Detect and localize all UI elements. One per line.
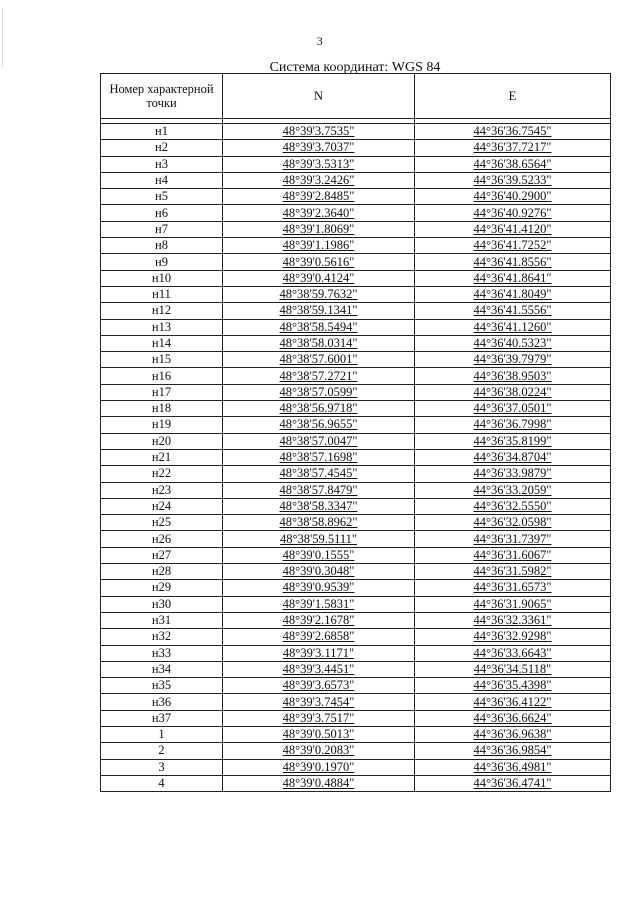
e-coordinate-cell: 44°36'31.6067" [415,547,611,563]
e-coordinate-cell: 44°36'34.5118" [415,661,611,677]
point-number-cell: н6 [101,205,223,221]
table-row [101,352,611,368]
n-coordinate-cell: 48°38'57.0599" [223,384,415,400]
n-coordinate-cell: 48°39'0.4884" [223,775,415,791]
e-coordinate-cell: 44°36'31.9065" [415,596,611,612]
table-row [101,449,611,465]
table-row [101,401,611,417]
e-coordinate-cell: 44°36'35.8199" [415,433,611,449]
e-coordinate-cell: 44°36'40.2900" [415,189,611,205]
e-coordinate-cell: 44°36'41.7252" [415,238,611,254]
header-point-number: Номер характерной точки [101,74,223,119]
point-number-cell: н31 [101,612,223,628]
point-number-cell: н3 [101,156,223,172]
n-coordinate-cell: 48°38'59.5111" [223,531,415,547]
point-number-cell: 3 [101,759,223,775]
e-coordinate-cell: 44°36'35.4398" [415,678,611,694]
point-number-cell: н8 [101,238,223,254]
e-coordinate-cell: 44°36'32.0598" [415,515,611,531]
n-coordinate-cell: 48°39'0.5013" [223,726,415,742]
table-row [101,710,611,726]
n-coordinate-cell: 48°39'3.7535" [223,124,415,140]
table-row [101,433,611,449]
n-coordinate-cell: 48°38'56.9718" [223,401,415,417]
n-coordinate-cell: 48°39'0.9539" [223,580,415,596]
table-row [101,156,611,172]
point-number-cell: н15 [101,352,223,368]
e-coordinate-cell: 44°36'37.7217" [415,140,611,156]
point-number-cell: н1 [101,124,223,140]
point-number-cell: н21 [101,449,223,465]
table-row [101,286,611,302]
n-coordinate-cell: 48°39'1.1986" [223,238,415,254]
page-number: 3 [316,34,324,48]
e-coordinate-cell: 44°36'33.6643" [415,645,611,661]
point-number-cell: н12 [101,303,223,319]
point-number-cell: н14 [101,335,223,351]
n-coordinate-cell: 48°39'1.8069" [223,221,415,237]
n-coordinate-cell: 48°39'3.2426" [223,172,415,188]
n-coordinate-cell: 48°38'59.1341" [223,303,415,319]
header-row [101,74,611,119]
point-number-cell: н25 [101,515,223,531]
point-number-cell: н32 [101,629,223,645]
e-coordinate-cell: 44°36'36.7998" [415,417,611,433]
n-coordinate-cell: 48°38'58.8962" [223,515,415,531]
table-row [101,678,611,694]
point-number-cell: н13 [101,319,223,335]
e-coordinate-cell: 44°36'38.0224" [415,384,611,400]
coordinate-system-title: Система координат: WGS 84 [269,60,441,75]
point-number-cell: 4 [101,775,223,791]
coordinates-table-body [101,124,611,792]
e-coordinate-cell: 44°36'41.5556" [415,303,611,319]
point-number-cell: н34 [101,661,223,677]
point-number-cell: 1 [101,726,223,742]
n-coordinate-cell: 48°39'3.4451" [223,661,415,677]
point-number-cell: н35 [101,678,223,694]
table-row [101,335,611,351]
table-row [101,319,611,335]
table-row [101,417,611,433]
n-coordinate-cell: 48°39'3.1171" [223,645,415,661]
e-coordinate-cell: 44°36'40.5323" [415,335,611,351]
table-row [101,564,611,580]
point-number-cell: н27 [101,547,223,563]
table-row [101,531,611,547]
e-coordinate-cell: 44°36'36.9854" [415,743,611,759]
point-number-cell: н22 [101,466,223,482]
point-number-cell: н18 [101,401,223,417]
e-coordinate-cell: 44°36'38.9503" [415,368,611,384]
point-number-cell: н37 [101,710,223,726]
point-number-cell: н30 [101,596,223,612]
point-number-cell: 2 [101,743,223,759]
header-e: E [415,74,611,119]
n-coordinate-cell: 48°38'57.1698" [223,449,415,465]
e-coordinate-cell: 44°36'41.8641" [415,270,611,286]
point-number-cell: н20 [101,433,223,449]
n-coordinate-cell: 48°38'57.6001" [223,352,415,368]
table-row [101,661,611,677]
table-row [101,189,611,205]
e-coordinate-cell: 44°36'41.4120" [415,221,611,237]
e-coordinate-cell: 44°36'36.4741" [415,775,611,791]
point-number-cell: н36 [101,694,223,710]
n-coordinate-cell: 48°39'0.2083" [223,743,415,759]
e-coordinate-cell: 44°36'36.4122" [415,694,611,710]
e-coordinate-cell: 44°36'38.6564" [415,156,611,172]
n-coordinate-cell: 48°38'58.5494" [223,319,415,335]
e-coordinate-cell: 44°36'31.5982" [415,564,611,580]
table-row [101,645,611,661]
n-coordinate-cell: 48°38'59.7632" [223,286,415,302]
e-coordinate-cell: 44°36'39.7979" [415,352,611,368]
n-coordinate-cell: 48°39'3.6573" [223,678,415,694]
n-coordinate-cell: 48°39'3.7454" [223,694,415,710]
e-coordinate-cell: 44°36'41.8556" [415,254,611,270]
coordinates-table-header [101,74,611,124]
point-number-cell: н33 [101,645,223,661]
table-row [101,596,611,612]
table-row [101,221,611,237]
e-coordinate-cell: 44°36'39.5233" [415,172,611,188]
n-coordinate-cell: 48°38'57.0047" [223,433,415,449]
point-number-cell: н26 [101,531,223,547]
point-number-cell: н24 [101,498,223,514]
point-number-cell: н2 [101,140,223,156]
point-number-cell: н5 [101,189,223,205]
n-coordinate-cell: 48°38'57.4545" [223,466,415,482]
point-number-cell: н28 [101,564,223,580]
table-row [101,140,611,156]
point-number-cell: н16 [101,368,223,384]
n-coordinate-cell: 48°39'0.4124" [223,270,415,286]
table-row [101,466,611,482]
table-row [101,303,611,319]
point-number-cell: н7 [101,221,223,237]
table-row [101,759,611,775]
n-coordinate-cell: 48°38'57.8479" [223,482,415,498]
e-coordinate-cell: 44°36'40.9276" [415,205,611,221]
e-coordinate-cell: 44°36'32.3361" [415,612,611,628]
table-row [101,254,611,270]
n-coordinate-cell: 48°39'2.3640" [223,205,415,221]
table-row [101,726,611,742]
table-row [101,498,611,514]
table-row [101,612,611,628]
n-coordinate-cell: 48°38'58.0314" [223,335,415,351]
table-row [101,368,611,384]
n-coordinate-cell: 48°39'2.6858" [223,629,415,645]
e-coordinate-cell: 44°36'33.9879" [415,466,611,482]
header-n: N [223,74,415,119]
n-coordinate-cell: 48°38'56.9655" [223,417,415,433]
coordinates-table [100,73,611,792]
point-number-cell: н10 [101,270,223,286]
e-coordinate-cell: 44°36'36.7545" [415,124,611,140]
e-coordinate-cell: 44°36'37.0501" [415,401,611,417]
e-coordinate-cell: 44°36'32.5550" [415,498,611,514]
point-number-cell: н29 [101,580,223,596]
e-coordinate-cell: 44°36'36.9638" [415,726,611,742]
point-number-cell: н19 [101,417,223,433]
e-coordinate-cell: 44°36'36.6624" [415,710,611,726]
e-coordinate-cell: 44°36'31.6573" [415,580,611,596]
n-coordinate-cell: 48°38'57.2721" [223,368,415,384]
n-coordinate-cell: 48°39'0.1970" [223,759,415,775]
n-coordinate-cell: 48°39'1.5831" [223,596,415,612]
table-row [101,694,611,710]
point-number-cell: н17 [101,384,223,400]
n-coordinate-cell: 48°39'0.1555" [223,547,415,563]
table-row [101,547,611,563]
n-coordinate-cell: 48°39'2.8485" [223,189,415,205]
n-coordinate-cell: 48°39'2.1678" [223,612,415,628]
table-row [101,482,611,498]
point-number-cell: н9 [101,254,223,270]
table-row [101,384,611,400]
table-row [101,515,611,531]
e-coordinate-cell: 44°36'41.8049" [415,286,611,302]
n-coordinate-cell: 48°39'3.7037" [223,140,415,156]
point-number-cell: н11 [101,286,223,302]
e-coordinate-cell: 44°36'32.9298" [415,629,611,645]
table-row [101,775,611,791]
point-number-cell: н23 [101,482,223,498]
table-row [101,238,611,254]
table-row [101,205,611,221]
n-coordinate-cell: 48°39'3.5313" [223,156,415,172]
n-coordinate-cell: 48°38'58.3347" [223,498,415,514]
table-row [101,580,611,596]
point-number-cell: н4 [101,172,223,188]
e-coordinate-cell: 44°36'34.8704" [415,449,611,465]
table-row [101,743,611,759]
table-row [101,124,611,140]
e-coordinate-cell: 44°36'41.1260" [415,319,611,335]
n-coordinate-cell: 48°39'0.5616" [223,254,415,270]
table-row [101,270,611,286]
n-coordinate-cell: 48°39'0.3048" [223,564,415,580]
e-coordinate-cell: 44°36'31.7397" [415,531,611,547]
e-coordinate-cell: 44°36'33.2059" [415,482,611,498]
e-coordinate-cell: 44°36'36.4981" [415,759,611,775]
table-row [101,629,611,645]
n-coordinate-cell: 48°39'3.7517" [223,710,415,726]
table-row [101,172,611,188]
